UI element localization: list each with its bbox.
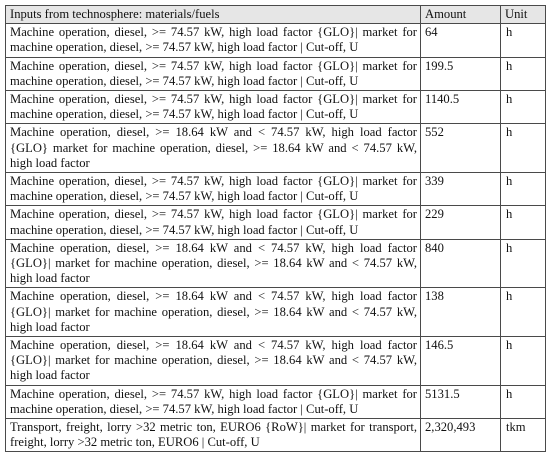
row-unit: h — [501, 173, 546, 206]
inventory-table-container — [5, 5, 545, 452]
row-unit: h — [501, 337, 546, 386]
row-amount: 146.5 — [421, 337, 501, 386]
table-header — [6, 6, 546, 24]
table-row — [6, 239, 546, 288]
table-body — [6, 24, 546, 452]
row-description: Machine operation, diesel, >= 74.57 kW, high load factor {GLO}| market for machine operation, diesel, >= 74.57 kW, high load factor | Cut-off, U — [6, 24, 421, 57]
header-row — [6, 6, 546, 24]
table-row — [6, 173, 546, 206]
technosphere-inputs-table — [5, 5, 546, 452]
table-row — [6, 57, 546, 90]
row-unit: tkm — [501, 419, 546, 452]
row-description: Machine operation, diesel, >= 74.57 kW, high load factor {GLO}| market for machine operation, diesel, >= 74.57 kW, high load factor | Cut-off, U — [6, 385, 421, 418]
table-row — [6, 24, 546, 57]
row-amount: 199.5 — [421, 57, 501, 90]
header-unit: Unit — [501, 6, 546, 24]
row-unit: h — [501, 206, 546, 239]
table-row — [6, 385, 546, 418]
table-row — [6, 206, 546, 239]
row-amount: 339 — [421, 173, 501, 206]
row-description: Machine operation, diesel, >= 18.64 kW and < 74.57 kW, high load factor {GLO}| market for machine operation, diesel, >= 18.64 kW and < 74.57 kW, high load factor — [6, 337, 421, 386]
row-description: Transport, freight, lorry >32 metric ton, EURO6 {RoW}| market for transport, freight, lorry >32 metric ton, EURO6 | Cut-off, U — [6, 419, 421, 452]
row-amount: 1140.5 — [421, 91, 501, 124]
row-description: Machine operation, diesel, >= 18.64 kW and < 74.57 kW, high load factor {GLO}| market for machine operation, diesel, >= 18.64 kW and < 74.57 kW, high load factor — [6, 288, 421, 337]
row-unit: h — [501, 57, 546, 90]
table-row — [6, 337, 546, 386]
row-unit: h — [501, 124, 546, 173]
row-amount: 552 — [421, 124, 501, 173]
row-description: Machine operation, diesel, >= 74.57 kW, high load factor {GLO}| market for machine operation, diesel, >= 74.57 kW, high load factor | Cut-off, U — [6, 57, 421, 90]
header-amount: Amount — [421, 6, 501, 24]
row-description: Machine operation, diesel, >= 18.64 kW and < 74.57 kW, high load factor {GLO}| market for machine operation, diesel, >= 18.64 kW and < 74.57 kW, high load factor — [6, 239, 421, 288]
row-amount: 64 — [421, 24, 501, 57]
row-description: Machine operation, diesel, >= 74.57 kW, high load factor {GLO}| market for machine operation, diesel, >= 74.57 kW, high load factor | Cut-off, U — [6, 91, 421, 124]
row-amount: 840 — [421, 239, 501, 288]
row-amount: 2,320,493 — [421, 419, 501, 452]
row-unit: h — [501, 288, 546, 337]
table-row — [6, 288, 546, 337]
table-row — [6, 124, 546, 173]
row-unit: h — [501, 91, 546, 124]
row-description: Machine operation, diesel, >= 74.57 kW, high load factor {GLO}| market for machine operation, diesel, >= 74.57 kW, high load factor | Cut-off, U — [6, 206, 421, 239]
header-description: Inputs from technosphere: materials/fuels — [6, 6, 421, 24]
row-amount: 5131.5 — [421, 385, 501, 418]
row-unit: h — [501, 24, 546, 57]
row-amount: 229 — [421, 206, 501, 239]
table-row — [6, 91, 546, 124]
row-amount: 138 — [421, 288, 501, 337]
row-description: Machine operation, diesel, >= 74.57 kW, high load factor {GLO}| market for machine operation, diesel, >= 74.57 kW, high load factor | Cut-off, U — [6, 173, 421, 206]
row-unit: h — [501, 385, 546, 418]
row-unit: h — [501, 239, 546, 288]
row-description: Machine operation, diesel, >= 18.64 kW and < 74.57 kW, high load factor {GLO} market for machine operation, diesel, >= 18.64 kW and < 74.57 kW, high load factor — [6, 124, 421, 173]
